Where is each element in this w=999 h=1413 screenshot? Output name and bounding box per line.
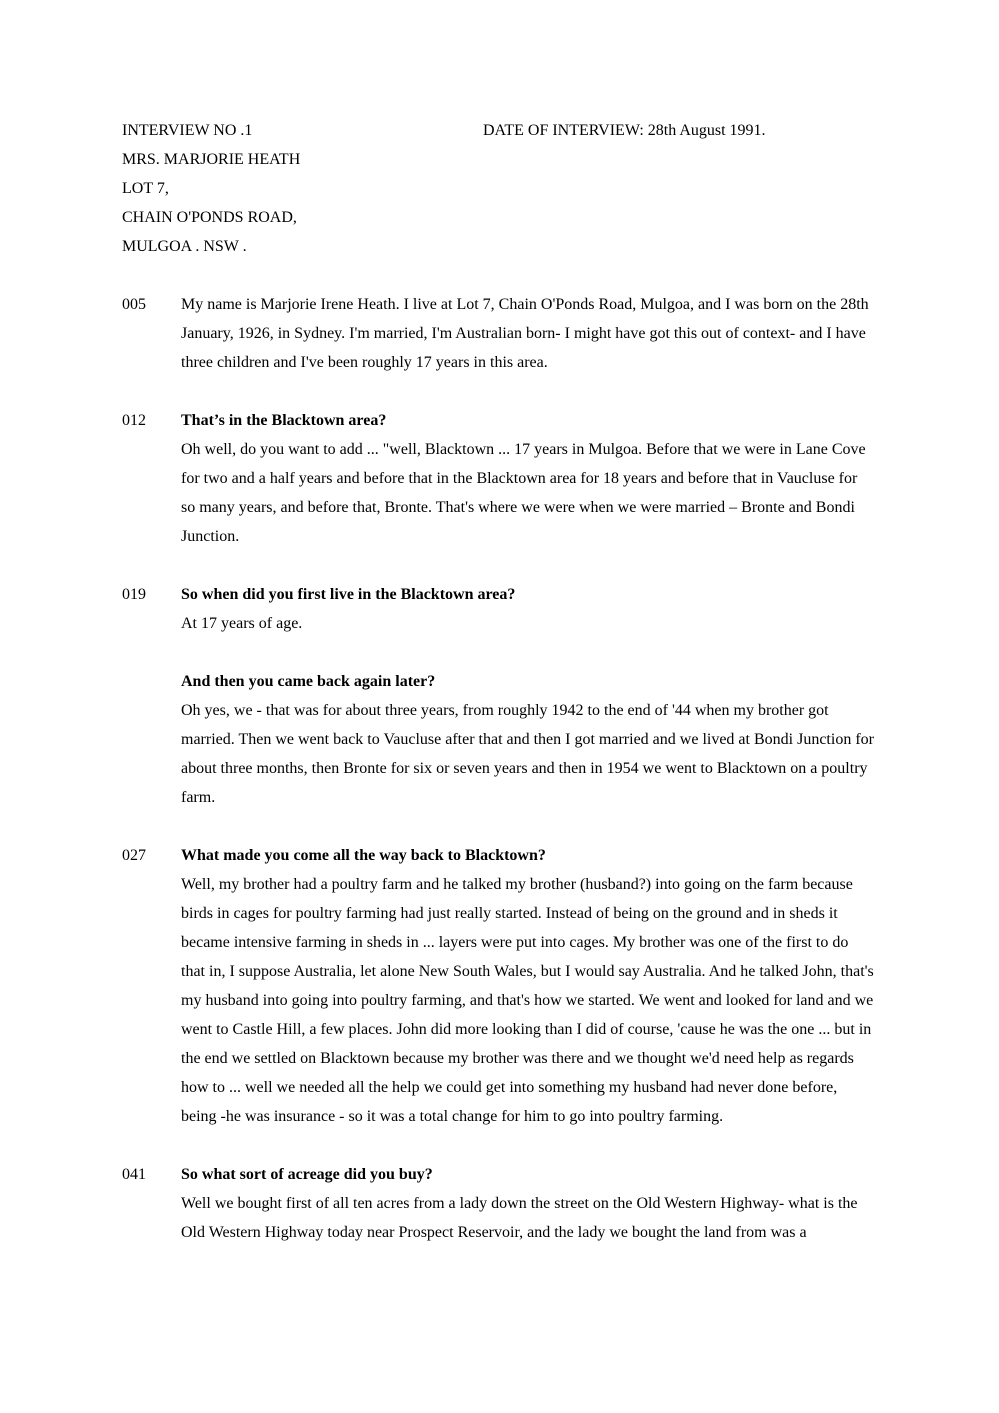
answer-text: At 17 years of age. (181, 615, 303, 632)
interview-number: INTERVIEW NO .1 (122, 122, 253, 139)
qa-block (122, 290, 875, 377)
address-locality: MULGOA . NSW . (122, 238, 247, 255)
question-text: That’s in the Blacktown area? (181, 412, 387, 429)
tape-counter (122, 667, 181, 812)
question-text: So what sort of acreage did you buy? (181, 1166, 433, 1183)
qa-block (122, 406, 875, 551)
qa-block (122, 841, 875, 1131)
tape-counter: 019 (122, 586, 146, 603)
qa-body (181, 290, 875, 377)
interviewee-name: MRS. MARJORIE HEATH (122, 151, 301, 168)
qa-block (122, 667, 875, 812)
question-text: And then you came back again later? (181, 673, 436, 690)
answer-text: My name is Marjorie Irene Heath. I live at Lot 7, Chain O'Ponds Road, Mulgoa, and I was born on the 28th January, 1926, in Sydney. I'm married, I'm Australian born- I might have got this out of context- and I have three children and I've been roughly 17 years in this area. (181, 296, 869, 371)
answer-text: Oh well, do you want to add ... "well, Blacktown ... 17 years in Mulgoa. Before that we were in Lane Cove for two and a half years and before that in the Blacktown area for 18 years and before that in Vaucluse for so many years, and before that, Bronte. That's where we were when we were married – Bronte and Bondi Junction. (181, 441, 866, 545)
qa-block (122, 1160, 875, 1247)
qa-body (181, 580, 875, 638)
tape-counter: 027 (122, 847, 146, 864)
address-road: CHAIN O'PONDS ROAD, (122, 209, 297, 226)
document-header (122, 116, 875, 261)
qa-body (181, 841, 875, 1131)
qa-body (181, 406, 875, 551)
qa-body (181, 667, 875, 812)
question-text: What made you come all the way back to Blacktown? (181, 847, 546, 864)
interview-date: DATE OF INTERVIEW: 28th August 1991. (483, 122, 766, 139)
tape-counter: 012 (122, 412, 146, 429)
qa-body (181, 1160, 875, 1247)
qa-block (122, 580, 875, 638)
tape-counter: 041 (122, 1166, 146, 1183)
address-lot: LOT 7, (122, 180, 169, 197)
question-text: So when did you first live in the Blacktown area? (181, 586, 516, 603)
page-content (122, 116, 875, 1247)
answer-text: Well, my brother had a poultry farm and he talked my brother (husband?) into going on the farm because birds in cages for poultry farming had just really started. Instead of being on the ground and in sheds it became intensive farming in sheds in ... layers were put into cages. My brother was one of the first to do that in, I suppose Australia, let alone New South Wales, but I would say Australia. And he talked John, that's my husband into going into poultry farming, and that's how we started. We went and looked for land and we went to Castle Hill, a few places. John did more looking than I did of course, 'cause he was the one ... but in the end we settled on Blacktown because my brother was there and we thought we'd need help as regards how to ... well we needed all the help we could get into something my husband had never done before, being -he was insurance - so it was a total change for him to go into poultry farming. (181, 876, 874, 1125)
answer-text: Well we bought first of all ten acres from a lady down the street on the Old Western Highway- what is the Old Western Highway today near Prospect Reservoir, and the lady we bought the land from was a (181, 1195, 858, 1241)
tape-counter: 005 (122, 296, 146, 313)
answer-text: Oh yes, we - that was for about three years, from roughly 1942 to the end of '44 when my brother got married. Then we went back to Vaucluse after that and then I got married and we lived at Bondi Junction for about three months, then Bronte for six or seven years and then in 1954 we went to Blacktown on a poultry farm. (181, 702, 874, 806)
